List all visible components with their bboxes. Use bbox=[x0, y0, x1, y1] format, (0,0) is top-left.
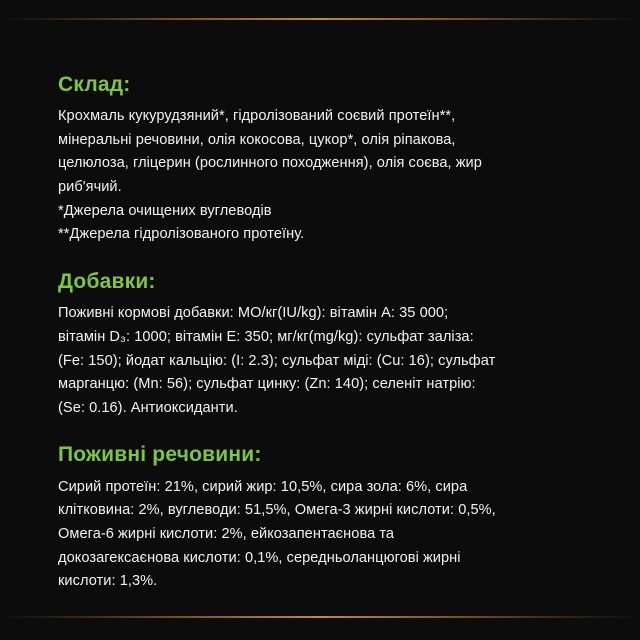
text-line: марганцю: (Mn: 56); сульфат цинку: (Zn: 140); селеніт натрію: bbox=[58, 376, 476, 393]
text-line: мінеральні речовини, олія кокосова, цукор*, олія ріпакова, bbox=[58, 131, 456, 148]
label-content bbox=[58, 72, 578, 614]
text-line: (Fe: 150); йодат кальцію: (I: 2.3); сульфат міді: (Cu: 16); сульфат bbox=[58, 352, 496, 369]
section-title-additives: Добавки: bbox=[58, 270, 156, 294]
text-line: клітковина: 2%, вуглеводи: 51,5%, Омега-3 жирні кислоти: 0,5%, bbox=[58, 502, 496, 519]
text-line: кислоти: 1,3%. bbox=[58, 573, 158, 590]
section-title-nutrients: Поживні речовини: bbox=[58, 443, 262, 467]
text-line: вітамін D₃: 1000; вітамін Е: 350; мг/кг(mg/kg): сульфат заліза: bbox=[58, 328, 474, 345]
section-body-composition bbox=[58, 105, 578, 247]
text-line: *Джерела очищених вуглеводів bbox=[58, 202, 272, 219]
section-title-composition: Склад: bbox=[58, 73, 131, 96]
divider-bottom bbox=[0, 616, 640, 618]
section-body-nutrients bbox=[58, 476, 578, 594]
divider-top bbox=[0, 18, 640, 20]
text-line: целюлоза, гліцерин (рослинного походження), олія соєва, жир bbox=[58, 155, 482, 172]
section-body-additives bbox=[58, 302, 578, 420]
section-composition bbox=[58, 72, 578, 247]
text-line: риб'ячий. bbox=[58, 179, 122, 196]
text-line: Омега-6 жирні кислоти: 2%, ейкозапентаєнова та bbox=[58, 525, 395, 542]
text-line: (Se: 0.16). Антиоксиданти. bbox=[58, 399, 238, 416]
text-line: Крохмаль кукурудзяний*, гідролізований соєвий протеїн**, bbox=[58, 108, 456, 125]
section-nutrients bbox=[58, 442, 578, 593]
text-line: **Джерела гідролізованого протеїну. bbox=[58, 226, 305, 243]
section-additives bbox=[58, 269, 578, 420]
text-line: докозагексаєнова кислоти: 0,1%, середньоланцюгові жирні bbox=[58, 549, 461, 566]
text-line: Поживні кормові добавки: МО/кг(IU/kg): вітамін А: 35 000; bbox=[58, 305, 449, 322]
text-line: Сирий протеїн: 21%, сирий жир: 10,5%, сира зола: 6%, сира bbox=[58, 478, 468, 495]
